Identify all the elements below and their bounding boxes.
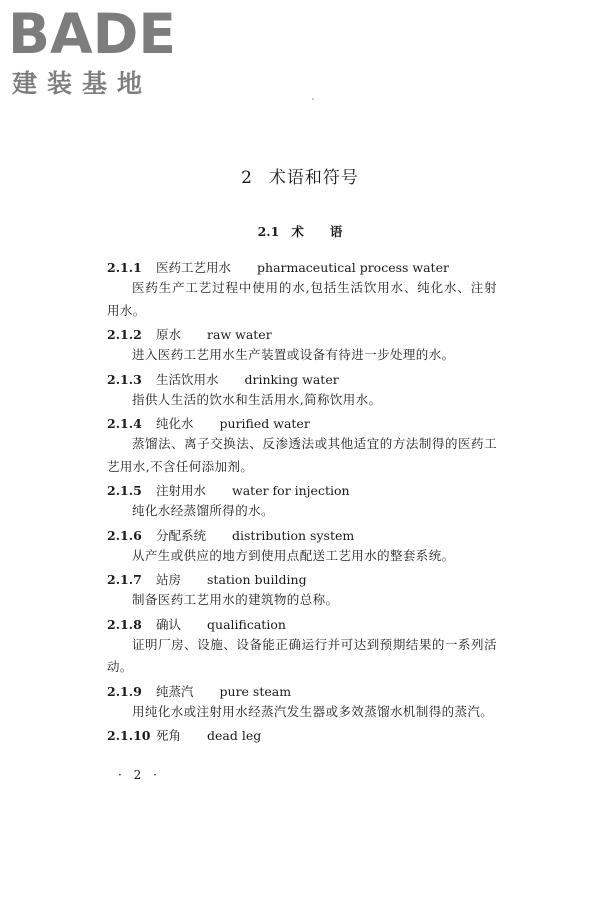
section-number: 2.1 [257,224,280,239]
bade-logo-text: BADE [8,6,176,58]
term-english: pharmaceutical process water [257,260,449,275]
term-chinese: 生活饮用水 [156,371,219,387]
term-heading [107,526,497,545]
term-number: 2.1.2 [107,327,142,342]
term-entry [107,258,497,322]
term-english: qualification [207,616,286,632]
term-number: 2.1.5 [107,483,142,498]
term-entry [107,615,497,679]
term-heading [107,726,497,745]
term-chinese: 原水 [156,327,182,342]
term-english: station building [207,572,307,587]
bade-logo-subtitle: 建装基地 [12,69,153,98]
page-number: · 2 · [118,768,161,782]
section-title [0,222,600,240]
term-entry [107,414,497,478]
term-heading [107,370,497,389]
term-entry [107,481,497,523]
term-number: 2.1.9 [107,683,142,699]
term-heading [107,682,497,701]
term-number: 2.1.4 [107,416,142,431]
term-number: 2.1.1 [107,260,142,275]
term-chinese: 纯蒸汽 [156,683,194,699]
term-entry [107,370,497,412]
term-chinese: 医药工艺用水 [156,260,232,275]
term-heading [107,481,497,500]
term-number: 2.1.6 [107,527,142,543]
term-entry [107,570,497,612]
term-heading [107,414,497,433]
term-entry [107,325,497,367]
term-definition: 纯化水经蒸馏所得的水。 [132,503,274,518]
decorative-dot [312,98,314,100]
term-number: 2.1.8 [107,616,142,632]
term-english: water for injection [232,483,350,498]
bade-logo-mark [8,6,178,58]
term-number: 2.1.10 [107,728,151,743]
term-heading [107,615,497,634]
term-entry [107,726,497,745]
term-definition: 从产生或供应的地方到使用点配送工艺用水的整套系统。 [132,547,455,563]
term-definition: 蒸馏法、离子交换法、反渗透法或其他适宜的方法制得的医药工艺用水,不含任何添加剂。 [107,436,497,474]
chapter-title [0,163,600,188]
term-chinese: 站房 [156,572,182,587]
terms-list [107,255,497,745]
term-english: pure steam [219,683,292,699]
term-entry [107,526,497,568]
term-chinese: 分配系统 [156,527,207,543]
term-chinese: 注射用水 [156,483,207,498]
term-english: drinking water [244,371,339,387]
term-definition: 进入医药工艺用水生产装置或设备有待进一步处理的水。 [132,347,455,362]
term-definition: 制备医药工艺用水的建筑物的总称。 [132,592,339,607]
term-number: 2.1.3 [107,371,142,387]
term-heading [107,570,497,589]
term-number: 2.1.7 [107,572,142,587]
term-english: purified water [219,416,310,431]
term-heading [107,258,497,277]
term-english: dead leg [207,728,262,743]
term-definition: 指供人生活的饮水和生活用水,简称饮用水。 [132,391,382,407]
term-heading [107,325,497,344]
term-chinese: 纯化水 [156,416,194,431]
term-chinese: 死角 [156,728,182,743]
chapter-name: 术语和符号 [268,168,359,188]
term-definition: 证明厂房、设施、设备能正确运行并可达到预期结果的一系列活动。 [107,636,497,674]
term-english: distribution system [232,527,355,543]
term-chinese: 确认 [156,616,182,632]
term-definition: 医药生产工艺过程中使用的水,包括生活饮用水、纯化水、注射用水。 [107,280,497,318]
term-entry [107,682,497,724]
term-english: raw water [207,327,272,342]
chapter-number: 2 [241,168,253,188]
section-name: 术语 [291,224,369,239]
term-definition: 用纯化水或注射用水经蒸汽发生器或多效蒸馏水机制得的蒸汽。 [132,703,494,719]
